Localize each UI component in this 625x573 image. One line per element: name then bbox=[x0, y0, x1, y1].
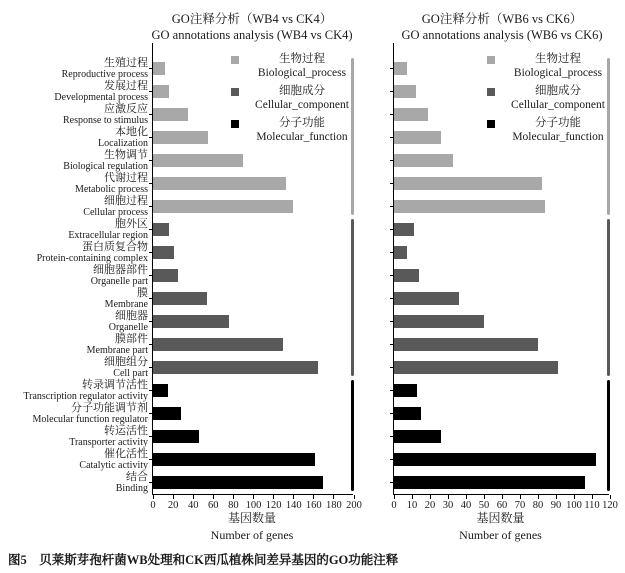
y-axis-tick bbox=[149, 413, 153, 414]
x-tick-label: 40 bbox=[187, 500, 199, 511]
category-label-binding bbox=[0, 471, 148, 494]
bar-molecular-function-regulator bbox=[394, 407, 421, 420]
bar-localization bbox=[394, 131, 441, 144]
x-axis-tick bbox=[592, 495, 593, 499]
bar-membrane bbox=[394, 292, 459, 305]
category-label-en: Biological regulation bbox=[63, 160, 148, 172]
legend-label-zh: 生物过程 bbox=[279, 53, 325, 65]
bar-extracellular-region bbox=[394, 223, 414, 236]
y-axis-tick bbox=[390, 459, 394, 460]
legend-label-en: Biological_process bbox=[257, 67, 347, 79]
x-axis-tick bbox=[484, 495, 485, 499]
x-tick-label: 20 bbox=[167, 500, 179, 511]
category-label-zh: 膜部件 bbox=[115, 332, 148, 345]
category-label-en: Developmental process bbox=[54, 91, 148, 103]
y-axis-tick bbox=[390, 344, 394, 345]
legend-label-zh: 生物过程 bbox=[535, 53, 581, 65]
x-tick-label: 120 bbox=[265, 500, 282, 511]
category-label-zh: 结合 bbox=[126, 470, 148, 483]
legend-label-en: Cellular_component bbox=[255, 99, 349, 111]
y-axis-tick bbox=[390, 390, 394, 391]
category-label-localization bbox=[0, 126, 148, 149]
legend-entry-biological-process bbox=[487, 52, 619, 80]
legend-entry-cellular-component bbox=[487, 84, 619, 112]
bar-developmental-process bbox=[394, 85, 416, 98]
category-axis-labels bbox=[0, 55, 148, 494]
category-label-transcription-regulator-activity bbox=[0, 379, 148, 402]
bar-biological-regulation bbox=[394, 154, 453, 167]
y-axis-tick bbox=[390, 367, 394, 368]
x-tick-label: 60 bbox=[496, 500, 508, 511]
chart-title-left-en: GO annotations analysis (WB4 vs CK4) bbox=[151, 27, 353, 42]
y-axis-tick bbox=[390, 436, 394, 437]
category-label-developmental-process bbox=[0, 80, 148, 103]
y-axis-tick bbox=[149, 459, 153, 460]
bar-biological-regulation bbox=[153, 154, 243, 167]
category-label-extracellular-region bbox=[0, 218, 148, 241]
y-axis-tick bbox=[149, 160, 153, 161]
bar-membrane bbox=[153, 292, 207, 305]
y-axis-tick bbox=[149, 68, 153, 69]
x-axis-tick bbox=[556, 495, 557, 499]
y-axis-tick bbox=[390, 482, 394, 483]
x-axis-tick bbox=[313, 495, 314, 499]
x-tick-label: 100 bbox=[245, 500, 262, 511]
x-axis-tick bbox=[354, 495, 355, 499]
category-label-en: Transcription regulator activity bbox=[23, 390, 148, 402]
legend-swatch-molecular-function bbox=[487, 120, 495, 128]
chart-title-right-zh: GO注释分析（WB6 vs CK6） bbox=[421, 12, 583, 26]
category-label-en: Response to stimulus bbox=[62, 114, 148, 126]
x-axis-tick bbox=[502, 495, 503, 499]
category-label-zh: 胞外区 bbox=[115, 217, 148, 230]
y-axis-tick bbox=[149, 367, 153, 368]
chart-title-right-en: GO annotations analysis (WB6 vs CK6) bbox=[401, 27, 603, 42]
legend-swatch-cellular-component bbox=[231, 88, 239, 96]
x-axis-tick bbox=[448, 495, 449, 499]
y-axis-tick bbox=[149, 344, 153, 345]
y-axis-tick bbox=[149, 298, 153, 299]
y-axis-tick bbox=[149, 482, 153, 483]
x-axis-tick bbox=[173, 495, 174, 499]
category-label-membrane-part bbox=[0, 333, 148, 356]
x-axis-tick bbox=[293, 495, 294, 499]
category-label-organelle bbox=[0, 310, 148, 333]
bar-organelle bbox=[394, 315, 484, 328]
x-tick-label: 50 bbox=[478, 500, 490, 511]
y-axis-tick bbox=[149, 436, 153, 437]
y-axis-tick bbox=[149, 252, 153, 253]
x-axis-tick bbox=[213, 495, 214, 499]
y-axis-tick bbox=[390, 160, 394, 161]
y-axis-tick bbox=[149, 390, 153, 391]
category-label-zh: 分子功能调节剂 bbox=[71, 401, 148, 414]
category-label-en: Membrane bbox=[104, 298, 148, 310]
x-tick-label: 160 bbox=[305, 500, 322, 511]
y-axis-tick bbox=[390, 114, 394, 115]
category-label-zh: 细胞器 bbox=[115, 309, 148, 322]
bar-localization bbox=[153, 131, 208, 144]
category-label-zh: 细胞器部件 bbox=[93, 263, 148, 276]
legend-label-zh: 分子功能 bbox=[279, 117, 325, 129]
bar-developmental-process bbox=[153, 85, 169, 98]
y-axis-tick bbox=[390, 275, 394, 276]
bar-organelle bbox=[153, 315, 229, 328]
y-axis-tick bbox=[390, 206, 394, 207]
legend-right bbox=[487, 52, 619, 148]
category-label-zh: 膜 bbox=[137, 286, 148, 299]
bar-binding bbox=[394, 476, 585, 489]
x-axis-tick bbox=[610, 495, 611, 499]
bar-transcription-regulator-activity bbox=[394, 384, 417, 397]
x-tick-label: 40 bbox=[460, 500, 472, 511]
bar-response-to-stimulus bbox=[153, 108, 188, 121]
x-axis-tick bbox=[430, 495, 431, 499]
legend-swatch-molecular-function bbox=[231, 120, 239, 128]
legend-swatch-cellular-component bbox=[487, 88, 495, 96]
bar-organelle-part bbox=[153, 269, 178, 282]
bar-response-to-stimulus bbox=[394, 108, 428, 121]
bar-reproductive-process bbox=[153, 62, 165, 75]
x-axis-tick bbox=[466, 495, 467, 499]
category-label-en: Organelle bbox=[108, 321, 148, 333]
category-label-en: Transporter activity bbox=[69, 436, 148, 448]
x-axis-tick bbox=[253, 495, 254, 499]
legend-left bbox=[231, 52, 363, 148]
bar-transporter-activity bbox=[394, 430, 441, 443]
x-tick-label: 110 bbox=[584, 500, 600, 511]
x-axis-title-right bbox=[393, 510, 608, 544]
category-label-zh: 细胞组分 bbox=[104, 355, 148, 368]
bar-membrane-part bbox=[394, 338, 538, 351]
category-label-organelle-part bbox=[0, 264, 148, 287]
category-label-zh: 生物调节 bbox=[104, 148, 148, 161]
legend-entry-biological-process bbox=[231, 52, 363, 80]
category-label-en: Organelle part bbox=[90, 275, 148, 287]
x-tick-label: 80 bbox=[532, 500, 544, 511]
legend-label-zh: 细胞成分 bbox=[279, 85, 325, 97]
x-axis-tick bbox=[394, 495, 395, 499]
x-axis-title-left-en: Number of genes bbox=[210, 528, 294, 542]
category-label-cell-part bbox=[0, 356, 148, 379]
category-label-zh: 催化活性 bbox=[104, 447, 148, 460]
bar-transporter-activity bbox=[153, 430, 199, 443]
x-axis-tick bbox=[153, 495, 154, 499]
x-tick-label: 10 bbox=[406, 500, 418, 511]
bar-molecular-function-regulator bbox=[153, 407, 181, 420]
category-label-protein-containing-complex bbox=[0, 241, 148, 264]
y-axis-tick bbox=[390, 137, 394, 138]
x-axis-tick bbox=[412, 495, 413, 499]
y-axis-tick bbox=[149, 183, 153, 184]
category-label-en: Cell part bbox=[113, 367, 148, 379]
group-bracket-molecular-function bbox=[607, 380, 610, 491]
x-tick-label: 140 bbox=[285, 500, 302, 511]
category-label-zh: 蛋白质复合物 bbox=[82, 240, 148, 253]
category-label-en: Extracellular region bbox=[68, 229, 148, 241]
bar-metabolic-process bbox=[153, 177, 286, 190]
x-tick-label: 0 bbox=[391, 500, 397, 511]
legend-entry-molecular-function bbox=[487, 116, 619, 144]
y-axis-line bbox=[393, 43, 394, 55]
x-axis-tick bbox=[233, 495, 234, 499]
bar-cellular-process bbox=[394, 200, 545, 213]
bar-catalytic-activity bbox=[394, 453, 596, 466]
category-label-membrane bbox=[0, 287, 148, 310]
x-axis-tick bbox=[273, 495, 274, 499]
y-axis-tick bbox=[390, 91, 394, 92]
x-tick-label: 200 bbox=[346, 500, 362, 511]
legend-label-zh: 细胞成分 bbox=[535, 85, 581, 97]
category-label-zh: 转运活性 bbox=[104, 424, 148, 437]
figure-caption: 图5 贝莱斯芽孢杆菌WB处理和CK西瓜植株间差异基因的GO功能注释 bbox=[8, 553, 399, 567]
x-tick-label: 100 bbox=[566, 500, 582, 511]
y-axis-tick bbox=[149, 206, 153, 207]
x-tick-label: 70 bbox=[514, 500, 526, 511]
bar-metabolic-process bbox=[394, 177, 542, 190]
category-label-zh: 本地化 bbox=[115, 125, 148, 138]
category-label-zh: 发展过程 bbox=[104, 79, 148, 92]
bar-extracellular-region bbox=[153, 223, 169, 236]
legend-label-zh: 分子功能 bbox=[535, 117, 581, 129]
group-bracket-cellular-component bbox=[351, 219, 354, 376]
y-axis-tick bbox=[149, 321, 153, 322]
legend-swatch-biological-process bbox=[487, 56, 495, 64]
chart-title-right bbox=[370, 12, 625, 43]
x-tick-label: 20 bbox=[424, 500, 436, 511]
y-axis-tick bbox=[390, 321, 394, 322]
y-axis-tick bbox=[390, 413, 394, 414]
y-axis-tick bbox=[149, 275, 153, 276]
y-axis-tick bbox=[149, 229, 153, 230]
category-label-en: Molecular function regulator bbox=[32, 413, 148, 425]
legend-label-en: Biological_process bbox=[513, 67, 603, 79]
bar-protein-containing-complex bbox=[394, 246, 407, 259]
x-tick-label: 120 bbox=[602, 500, 618, 511]
category-label-en: Protein-containing complex bbox=[36, 252, 148, 264]
x-tick-label: 30 bbox=[442, 500, 454, 511]
x-axis-title-right-en: Number of genes bbox=[459, 528, 542, 542]
x-tick-label: 60 bbox=[208, 500, 219, 511]
legend-label-en: Cellular_component bbox=[511, 99, 605, 111]
x-tick-label: 90 bbox=[550, 500, 562, 511]
x-axis-tick bbox=[333, 495, 334, 499]
chart-title-left-zh: GO注释分析（WB4 vs CK4） bbox=[171, 12, 333, 26]
category-label-zh: 转录调节活性 bbox=[82, 378, 148, 391]
x-axis-tick bbox=[193, 495, 194, 499]
group-bracket-cellular-component bbox=[607, 219, 610, 376]
category-label-reproductive-process bbox=[0, 57, 148, 80]
bar-cell-part bbox=[394, 361, 558, 374]
category-label-en: Membrane part bbox=[86, 344, 148, 356]
x-tick-label: 80 bbox=[228, 500, 239, 511]
category-label-zh: 生殖过程 bbox=[104, 56, 148, 69]
x-axis-tick bbox=[574, 495, 575, 499]
bar-cell-part bbox=[153, 361, 318, 374]
y-axis-tick bbox=[149, 137, 153, 138]
bar-organelle-part bbox=[394, 269, 419, 282]
category-label-response-to-stimulus bbox=[0, 103, 148, 126]
y-axis-line bbox=[152, 43, 153, 55]
bar-catalytic-activity bbox=[153, 453, 315, 466]
category-label-en: Binding bbox=[115, 482, 148, 494]
bar-membrane-part bbox=[153, 338, 283, 351]
category-label-en: Metabolic process bbox=[74, 183, 148, 195]
bar-transcription-regulator-activity bbox=[153, 384, 168, 397]
bar-binding bbox=[153, 476, 323, 489]
category-label-zh: 细胞过程 bbox=[104, 194, 148, 207]
legend-swatch-biological-process bbox=[231, 56, 239, 64]
category-label-zh: 代谢过程 bbox=[104, 171, 148, 184]
y-axis-tick bbox=[390, 68, 394, 69]
category-label-transporter-activity bbox=[0, 425, 148, 448]
y-axis-tick bbox=[149, 114, 153, 115]
x-axis-tick bbox=[520, 495, 521, 499]
x-axis-title-left-zh: 基因数量 bbox=[227, 511, 276, 525]
group-bracket-molecular-function bbox=[351, 380, 354, 491]
legend-entry-molecular-function bbox=[231, 116, 363, 144]
category-label-biological-regulation bbox=[0, 149, 148, 172]
category-label-molecular-function-regulator bbox=[0, 402, 148, 425]
chart-title-left bbox=[120, 12, 384, 43]
y-axis-tick bbox=[390, 183, 394, 184]
x-axis-title-left bbox=[152, 510, 352, 544]
legend-label-en: Molecular_function bbox=[512, 131, 604, 143]
x-tick-label: 0 bbox=[150, 500, 156, 511]
x-tick-label: 180 bbox=[326, 500, 342, 511]
category-label-en: Reproductive process bbox=[61, 68, 148, 80]
x-axis-title-right-zh: 基因数量 bbox=[476, 511, 525, 525]
legend-label-en: Molecular_function bbox=[256, 131, 348, 143]
category-label-zh: 应激反应 bbox=[104, 102, 148, 115]
bar-reproductive-process bbox=[394, 62, 407, 75]
bar-cellular-process bbox=[153, 200, 293, 213]
y-axis-tick bbox=[390, 298, 394, 299]
y-axis-tick bbox=[390, 252, 394, 253]
x-axis-tick bbox=[538, 495, 539, 499]
category-label-en: Cellular process bbox=[83, 206, 148, 218]
category-label-en: Catalytic activity bbox=[79, 459, 148, 471]
category-label-metabolic-process bbox=[0, 172, 148, 195]
legend-entry-cellular-component bbox=[231, 84, 363, 112]
category-label-en: Localization bbox=[98, 137, 148, 149]
category-label-cellular-process bbox=[0, 195, 148, 218]
y-axis-tick bbox=[149, 91, 153, 92]
bar-protein-containing-complex bbox=[153, 246, 174, 259]
y-axis-tick bbox=[390, 229, 394, 230]
category-label-catalytic-activity bbox=[0, 448, 148, 471]
